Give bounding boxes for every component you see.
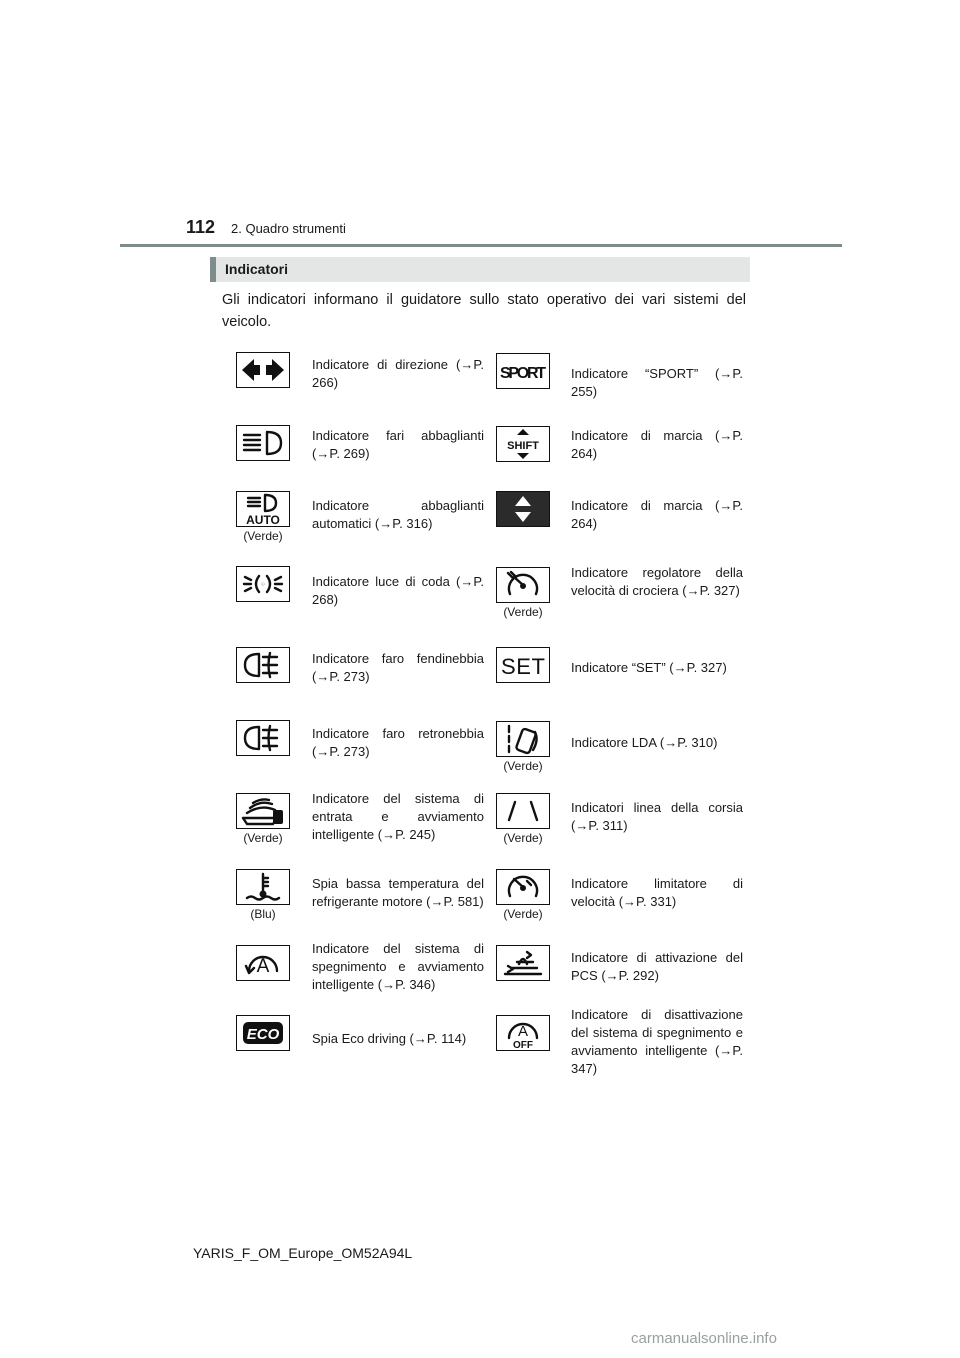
stop-start-icon: [236, 945, 290, 981]
indicator-description: Indicatore di marcia (→P. 264): [571, 498, 743, 531]
set-icon: [496, 647, 550, 683]
eco-icon: [236, 1015, 290, 1051]
svg-text:SPORT: SPORT: [500, 365, 546, 382]
indicator-color-label: (Blu): [250, 907, 276, 921]
indicator-color-label: (Verde): [503, 831, 543, 845]
indicator-description: Indicatore luce di coda (→P. 268): [312, 574, 484, 607]
indicator-description: Spia Eco driving (→P. 114): [312, 1031, 467, 1046]
low-coolant-temp-icon: [236, 869, 290, 905]
svg-text:OFF: OFF: [513, 1040, 533, 1050]
indicator-description: Indicatore del sistema di entrata e avviamento intelligente (→P. 245): [312, 791, 484, 842]
header-rule: [120, 244, 842, 247]
footer-code: YARIS_F_OM_Europe_OM52A94L: [193, 1245, 413, 1261]
svg-text:SHIFT: SHIFT: [507, 440, 539, 452]
pcs-icon: [496, 945, 550, 981]
svg-text:SET: SET: [501, 654, 545, 679]
indicator-color-label: (Verde): [503, 907, 543, 921]
chapter-title: 2. Quadro strumenti: [231, 221, 346, 236]
indicator-description: Indicatori linea della corsia (→P. 311): [571, 800, 743, 833]
speed-limiter-icon: [496, 869, 550, 905]
indicator-description: Indicatore “SET” (→P. 327): [571, 660, 727, 675]
section-title: Indicatori: [225, 261, 289, 277]
svg-text:A: A: [517, 1023, 529, 1040]
indicator-description: Spia bassa temperatura del refrigerante motore (→P. 581): [312, 876, 484, 909]
indicator-description: Indicatore di direzione (→P. 266): [312, 357, 484, 390]
cruise-control-icon: [496, 567, 550, 603]
lda-icon: [496, 721, 550, 757]
svg-text:A: A: [256, 956, 270, 977]
section-accent: [210, 257, 216, 282]
indicator-description: Indicatore faro retronebbia (→P. 273): [312, 726, 484, 759]
high-beam-icon: [236, 425, 290, 461]
indicator-color-label: (Verde): [243, 831, 283, 845]
auto-high-beam-icon: [236, 491, 290, 527]
shift-indicator-icon: [496, 426, 550, 462]
tail-light-icon: [236, 566, 290, 602]
section-header: [210, 257, 750, 282]
indicator-description: Indicatore di marcia (→P. 264): [571, 428, 743, 461]
indicator-color-label: (Verde): [503, 759, 543, 773]
indicator-description: Indicatore limitatore di velocità (→P. 331): [571, 876, 743, 909]
indicator-description: Indicatore regolatore della velocità di crociera (→P. 327): [571, 565, 743, 598]
indicator-description: Indicatore abbaglianti automatici (→P. 316): [312, 498, 484, 531]
turn-signal-icon: [236, 352, 290, 388]
lane-lines-icon: [496, 793, 550, 829]
smart-entry-key-icon: [236, 793, 290, 829]
page-number: 112: [186, 217, 216, 237]
indicator-description: Indicatore LDA (→P. 310): [571, 735, 718, 750]
indicator-description: Indicatore fari abbaglianti (→P. 269): [312, 428, 484, 461]
indicator-description: Indicatore di attivazione del PCS (→P. 292): [571, 950, 743, 983]
sport-icon: [496, 353, 550, 389]
indicator-description: Indicatore di disattivazione del sistema di spegnimento e avviamento intelligente (→P. 347): [571, 1007, 743, 1076]
indicator-color-label: (Verde): [243, 529, 283, 543]
indicator-description: Indicatore del sistema di spegnimento e avviamento intelligente (→P. 346): [312, 941, 484, 992]
stop-start-off-icon: [496, 1015, 550, 1051]
svg-text:ECO: ECO: [246, 1026, 280, 1043]
indicator-description: Indicatore faro fendinebbia (→P. 273): [312, 651, 484, 684]
indicator-description: Indicatore “SPORT” (→P. 255): [571, 366, 743, 399]
front-fog-light-icon: [236, 647, 290, 683]
svg-text:AUTO: AUTO: [246, 513, 280, 526]
watermark: carmanualsonline.info: [631, 1330, 777, 1347]
rear-fog-light-icon: [236, 720, 290, 756]
indicator-color-label: (Verde): [503, 605, 543, 619]
intro-paragraph: Gli indicatori informano il guidatore sullo stato operativo dei vari sistemi del veicolo.: [222, 292, 746, 330]
shift-arrows-icon: [496, 491, 550, 527]
